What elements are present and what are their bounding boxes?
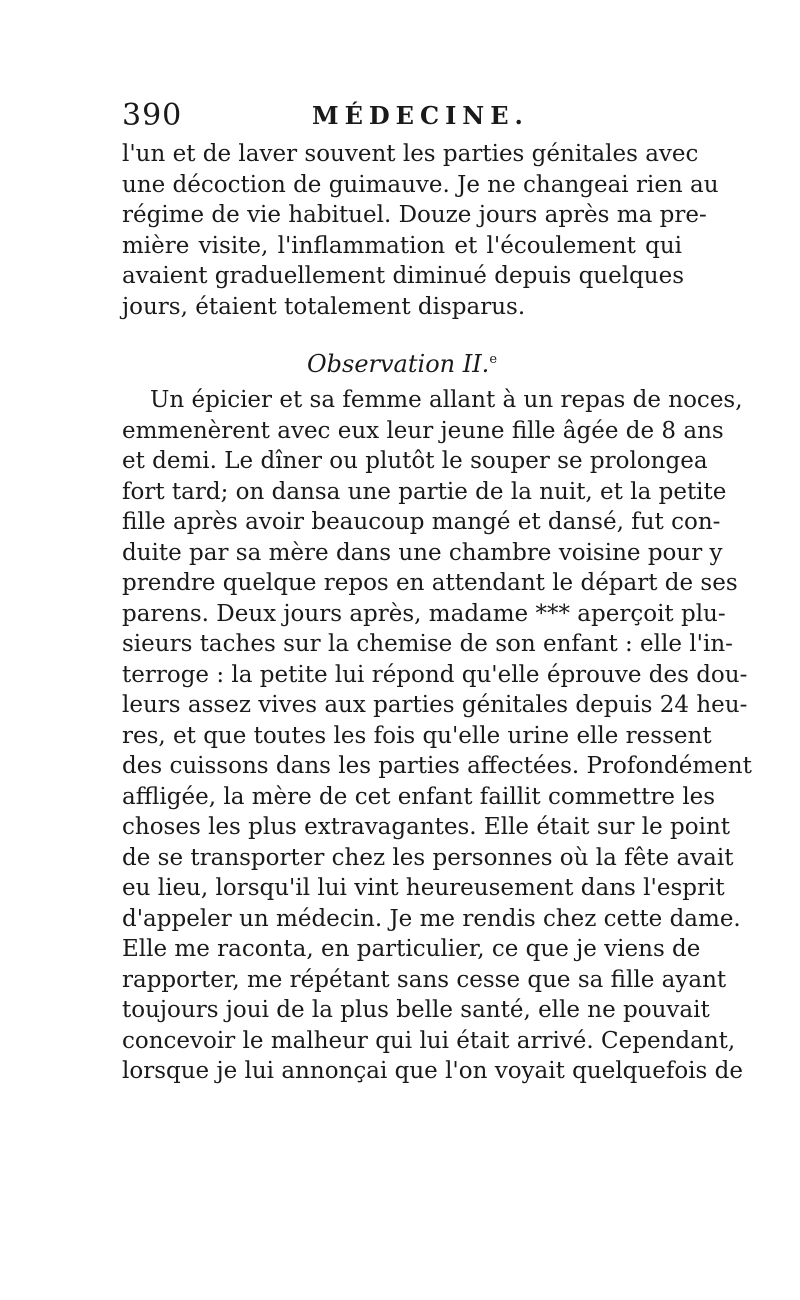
text-line: fort tard; on dansa une partie de la nuit, et la petite <box>122 478 727 505</box>
text-line: l'un et de laver souvent les parties génitales avec <box>122 141 699 167</box>
text-line: emmenèrent avec eux leur jeune fille âgée de 8 ans <box>122 417 724 444</box>
text-line: de se transporter chez les personnes où la fête avait <box>122 844 734 871</box>
text-line: Elle me raconta, en particulier, ce que je viens de <box>122 936 701 962</box>
text-line: lorsque je lui annonçai que l'on voyait quelquefois de <box>122 1058 743 1084</box>
text-line: jours, étaient totalement disparus. <box>122 293 526 320</box>
text-line: des cuissons dans les parties affectées. Profondément <box>122 753 752 779</box>
text-line: mière visite, l'inflammation et l'écoulement qui <box>122 232 682 259</box>
text-line: leurs assez vives aux parties génitales depuis 24 heu- <box>122 692 748 718</box>
text-line: sieurs taches sur la chemise de son enfant : elle l'in- <box>122 631 733 657</box>
text-line: prendre quelque repos en attendant le départ de ses <box>122 570 738 596</box>
paragraph-observation <box>122 385 752 1087</box>
text-line: régime de vie habituel. Douze jours après ma pre- <box>122 202 707 228</box>
page-header <box>122 96 682 136</box>
text-line: toujours joui de la plus belle santé, elle ne pouvait <box>122 997 710 1023</box>
text-line: res, et que toutes les fois qu'elle urine elle ressent <box>122 722 712 749</box>
text-line: duite par sa mère dans une chambre voisine pour y <box>122 539 723 566</box>
text-line: fille après avoir beaucoup mangé et dansé, fut con- <box>122 509 721 535</box>
observation-heading-superscript: e <box>489 352 498 367</box>
text-line: d'appeler un médecin. Je me rendis chez cette dame. <box>122 905 741 932</box>
page-number: 390 <box>122 98 183 133</box>
text-line: une décoction de guimauve. Je ne changeai rien au <box>122 171 719 198</box>
observation-heading-text: Observation II. <box>306 350 490 378</box>
text-line: terroge : la petite lui répond qu'elle éprouve des dou- <box>122 661 748 688</box>
text-line: concevoir le malheur qui lui était arrivé. Cependant, <box>122 1027 736 1054</box>
text-line: eu lieu, lorsqu'il lui vint heureusement dans l'esprit <box>122 875 725 901</box>
text-line: choses les plus extravagantes. Elle était sur le point <box>122 814 731 840</box>
observation-heading <box>122 342 682 378</box>
running-title: MÉDECINE. <box>312 101 529 130</box>
text-line: et demi. Le dîner ou plutôt le souper se prolongea <box>122 448 708 474</box>
text-line: avaient graduellement diminué depuis quelques <box>122 263 685 289</box>
text-line: Un épicier et sa femme allant à un repas de noces, <box>150 387 743 413</box>
paragraph-continued <box>122 139 719 322</box>
text-line: affligée, la mère de cet enfant faillit commettre les <box>122 783 716 810</box>
text-line: parens. Deux jours après, madame *** aperçoit plu- <box>122 600 726 627</box>
text-line: rapporter, me répétant sans cesse que sa fille ayant <box>122 966 727 993</box>
